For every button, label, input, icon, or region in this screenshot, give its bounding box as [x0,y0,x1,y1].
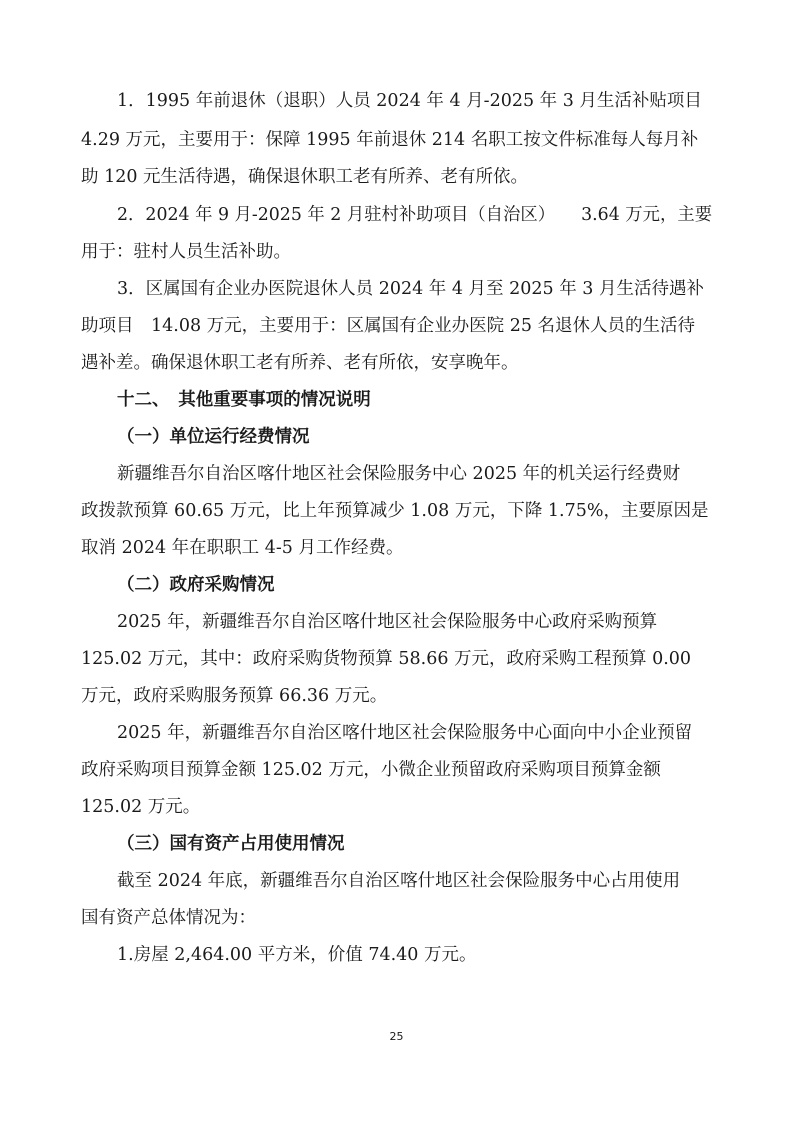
paragraph-line: 1．1995 年前退休（退职）人员 2024 年 4 月-2025 年 3 月生活补贴项目 [117,91,702,111]
paragraph-line: 遇补差。确保退休职工老有所养、老有所依，安享晚年。 [81,353,519,373]
paragraph-line: 1.房屋 2,464.00 平方米，价值 74.40 万元。 [117,945,477,965]
paragraph-line: 3．区属国有企业办医院退休人员 2024 年 4 月至 2025 年 3 月生活待遇补 [117,279,704,299]
paragraph-line: 政府采购项目预算金额 125.02 万元，小微企业预留政府采购项目预算金额 [81,760,661,780]
subsection-heading: （三）国有资产占用使用情况 [117,834,345,854]
paragraph-line: 助 120 元生活待遇，确保退休职工老有所养、老有所依。 [81,167,529,187]
paragraph-line: 4.29 万元，主要用于：保障 1995 年前退休 214 名职工按文件标准每人每月补 [81,130,699,150]
page-number: 25 [389,1030,404,1043]
paragraph-line: 2025 年，新疆维吾尔自治区喀什地区社会保险服务中心政府采购预算 [117,612,658,632]
paragraph-line: 2．2024 年 9 月-2025 年 2 月驻村补助项目（自治区） 3.64 万元，主要 [117,205,713,225]
paragraph-line: 万元，政府采购服务预算 66.36 万元。 [81,686,388,706]
paragraph-line: 国有资产总体情况为： [81,908,256,928]
subsection-heading: （二）政府采购情况 [117,575,275,595]
section-heading: 十二、 其他重要事项的情况说明 [117,390,371,410]
paragraph-line: 用于：驻村人员生活补助。 [81,242,291,262]
paragraph-line: 截至 2024 年底，新疆维吾尔自治区喀什地区社会保险服务中心占用使用 [117,871,681,891]
paragraph-line: 125.02 万元，其中：政府采购货物预算 58.66 万元，政府采购工程预算 0.00 [81,649,692,669]
paragraph-line: 2025 年，新疆维吾尔自治区喀什地区社会保险服务中心面向中小企业预留 [117,723,693,743]
paragraph-line: 新疆维吾尔自治区喀什地区社会保险服务中心 2025 年的机关运行经费财 [117,464,681,484]
paragraph-line: 政拨款预算 60.65 万元，比上年预算减少 1.08 万元，下降 1.75%，主要原因是 [81,501,709,521]
paragraph-line: 125.02 万元。 [81,797,201,817]
paragraph-line: 取消 2024 年在职职工 4-5 月工作经费。 [81,538,404,558]
paragraph-line: 助项目 14.08 万元，主要用于：区属国有企业办医院 25 名退休人员的生活待 [81,316,696,336]
subsection-heading: （一）单位运行经费情况 [117,427,310,447]
